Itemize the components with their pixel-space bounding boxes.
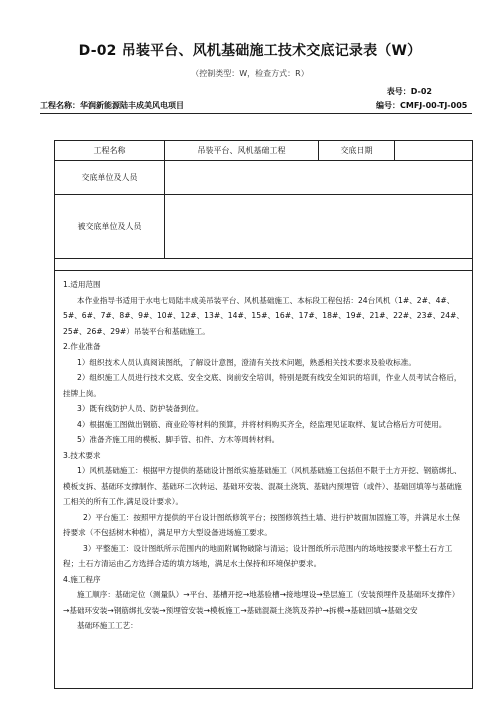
label-project: 工程名称	[55, 141, 165, 161]
presenter-value[interactable]	[165, 161, 473, 195]
section-3-item-3: 3）平整施工：设计图纸所示范围内的地面附属物破除与清运；设计图纸所示范围内的场地按要求平整土石方工程；土石方清运由乙方选择合适的填方场地，满足水土保持和环境保护要求。	[63, 543, 453, 568]
receiver-value[interactable]	[165, 195, 473, 259]
label-receiver: 被交底单位及人员	[55, 195, 165, 259]
row-spacer	[55, 259, 473, 271]
section-4-subtitle: 基础环施工工艺：	[77, 621, 138, 630]
section-2-item-1: 1）组织技术人员认真阅读图纸，了解设计意图，澄清有关技术问题，熟悉相关技术要求及验收标准。	[77, 357, 416, 367]
table-number: 表号：D-02	[386, 87, 432, 96]
spacer-cell	[55, 259, 473, 271]
document-title: D-02 吊装平台、风机基础施工技术交底记录表（W）	[78, 43, 422, 59]
row-presenter	[55, 161, 473, 195]
date-value[interactable]	[395, 141, 473, 161]
row-receiver	[55, 195, 473, 259]
row-project	[55, 141, 473, 161]
serial-number: 编号：CMFJ-00-TJ-005	[376, 101, 468, 110]
section-2-item-3: 3）既有线防护人员、防护装备到位。	[77, 404, 204, 413]
section-4-title: 4.施工程序	[63, 574, 101, 584]
section-2-item-4: 4）根据施工图做出钢筋、商业砼等材料的预算，并将材料购买齐全，经监理见证取样、复试合格后方可使用。	[77, 419, 447, 429]
section-4-paragraph: 施工顺序：基础定位（测量队）→平台、基槽开挖→地基验槽→接地埋设→垫层施工（安装预埋件及基础环支撑件）→基础环安装→钢筋绑扎安装→预埋管安装→模板施工→基础混凝土浇筑及养护→拆模→基础回填→基础交安	[63, 590, 460, 615]
section-3-title: 3.技术要求	[63, 450, 101, 460]
section-1-title: 1.适用范围	[63, 280, 101, 289]
section-2-item-2: 2）组织施工人员进行技术交底、安全交底、岗前安全培训，特别是既有线安全知识的培训，作业人员考试合格后，挂牌上岗。	[63, 373, 462, 398]
label-date: 交底日期	[319, 141, 395, 161]
section-2-title: 2.作业准备	[63, 342, 101, 351]
meta-row	[40, 100, 470, 112]
label-presenter: 交底单位及人员	[55, 161, 165, 195]
section-3-item-2: 2）平台施工：按照甲方提供的平台设计图纸修筑平台；按图修筑挡土墙、进行护坡面加固施工等，并满足水土保持要求（不包括树木种植），满足甲方大型设备进场施工要求。	[63, 512, 460, 537]
project-name-label: 工程名称：华润新能源陆丰成美风电项目	[40, 101, 184, 110]
project-value: 吊装平台、风机基础工程	[165, 141, 319, 161]
document-subtitle: （控制类型：W，检查方式：R）	[191, 69, 309, 78]
section-1-paragraph: 本作业指导书适用于水电七局陆丰成美吊装平台、风机基础施工、本标段工程包括：24台风机（1#、2#、4#、5#、6#、7#、8#、9#、10#、12#、13#、14#、15#、16#、17#、18#、19#、21#、22#、23#、24#、25#、26#、29#）吊装平台和基础施工。	[63, 295, 464, 336]
section-2-item-5: 5）准备齐施工用的模板、脚手管、扣件、方木等周转材料。	[77, 435, 280, 444]
row-content	[55, 271, 473, 689]
content-cell	[55, 271, 473, 689]
header-divider	[40, 113, 472, 114]
section-3-item-1: 1）风机基础施工：根据甲方提供的基础设计图纸实施基础施工（风机基础施工包括但不限于土方开挖、钢筋绑扎、模板支拆、基础环支撑制作、基础环二次转运、基础环安装、混凝土浇筑、基础内预埋管（或件）、基础回填等与基础施工相关的所有工作,满足设计要求）。	[63, 466, 462, 506]
record-table	[54, 140, 473, 689]
